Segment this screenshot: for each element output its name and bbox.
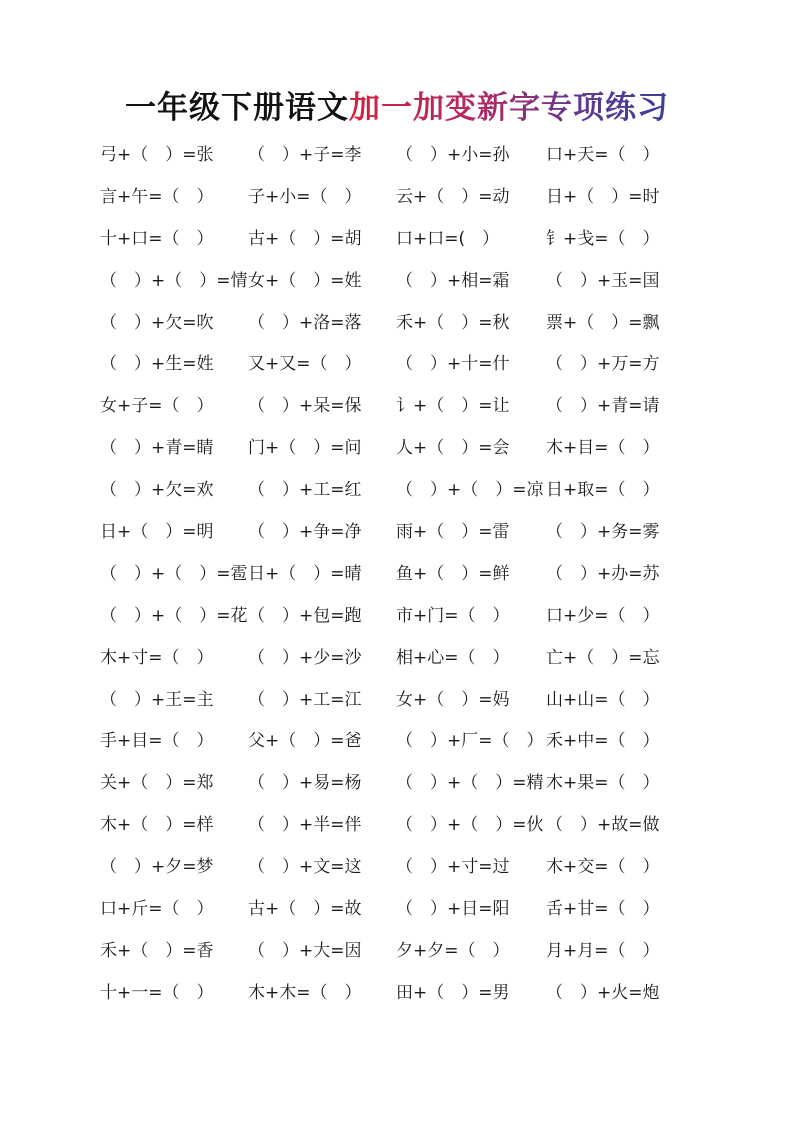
exercise-item: （ ）+玉=国 (546, 270, 660, 291)
exercise-item: 木+（ ）=样 (100, 815, 214, 836)
exercise-item: 木+交=（ ） (546, 857, 660, 878)
exercise-item: 女+（ ）=姓 (248, 270, 362, 291)
exercise-item: 子+小=（ ） (248, 186, 362, 207)
exercise-item: 夕+夕=（ ） (396, 940, 510, 961)
exercise-item: 口+口=( ） (396, 228, 500, 249)
exercise-item: 门+（ ）=问 (248, 438, 362, 459)
exercise-item: （ ）+小=孙 (396, 145, 510, 165)
exercise-item: （ ）+故=做 (546, 815, 660, 836)
exercise-item: （ ）+青=请 (546, 396, 660, 417)
exercise-item: （ ）+欠=欢 (100, 480, 214, 501)
exercise-item: （ ）+（ ）=雹 (100, 563, 248, 584)
exercise-item: 禾+（ ）=香 (100, 940, 214, 961)
exercise-item: 禾+中=（ ） (546, 731, 660, 752)
exercise-item: （ ）+欠=吹 (100, 312, 214, 333)
exercise-item: 又+又=（ ） (248, 354, 362, 375)
exercise-item: （ ）+万=方 (546, 354, 660, 375)
exercise-item: 十+口=（ ） (100, 228, 214, 249)
exercise-item: 禾+（ ）=秋 (396, 312, 510, 333)
exercise-item: （ ）+（ ）=情 (100, 270, 248, 291)
exercise-item: （ ）+（ ）=花 (100, 605, 248, 626)
exercise-item: 关+（ ）=郑 (100, 773, 214, 794)
exercise-item: （ ）+易=杨 (248, 773, 362, 794)
exercise-item: 女+（ ）=妈 (396, 689, 510, 710)
exercise-item: 十+一=（ ） (100, 982, 214, 1003)
exercise-item: 亡+（ ）=忘 (546, 647, 660, 668)
exercise-item: 言+午=（ ） (100, 186, 214, 207)
exercise-item: 日+（ ）=明 (100, 522, 214, 543)
exercise-item: 相+心=（ ） (396, 647, 510, 668)
exercise-item: （ ）+（ ）=凉 (396, 480, 544, 501)
exercise-item: （ ）+工=江 (248, 689, 362, 710)
title-part-2: 加一加变新字专项练习 (349, 90, 669, 126)
exercise-item: 口+天=（ ） (546, 145, 660, 165)
exercise-item: 木+果=（ ） (546, 773, 660, 794)
exercise-item: 钅+戋=（ ） (546, 228, 660, 249)
exercise-item: （ ）+呆=保 (248, 396, 362, 417)
exercise-item: 古+（ ）=故 (248, 899, 362, 920)
exercise-item: （ ）+洛=落 (248, 312, 362, 333)
exercise-item: （ ）+办=苏 (546, 563, 660, 584)
exercise-item: （ ）+（ ）=精 (396, 773, 544, 794)
exercise-item: （ ）+日=阳 (396, 899, 510, 920)
exercise-item: （ ）+文=这 (248, 857, 362, 878)
exercise-item: （ ）+寸=过 (396, 857, 510, 878)
exercise-item: 日+（ ）=晴 (248, 563, 362, 584)
exercise-item: 木+木=（ ） (248, 982, 362, 1003)
exercise-grid (100, 140, 700, 1020)
exercise-item: （ ）+青=睛 (100, 438, 214, 459)
exercise-item: （ ）+少=沙 (248, 647, 362, 668)
exercise-item: 田+（ ）=男 (396, 982, 510, 1003)
exercise-item: 女+子=（ ） (100, 396, 214, 417)
exercise-item: 鱼+（ ）=鲜 (396, 563, 510, 584)
exercise-item: （ ）+生=姓 (100, 354, 214, 375)
exercise-item: 人+（ ）=会 (396, 438, 510, 459)
exercise-item: 日+取=（ ） (546, 480, 660, 501)
title-part-1: 一年级下册语文 (125, 90, 349, 126)
exercise-item: （ ）+半=伴 (248, 815, 362, 836)
exercise-item: （ ）+相=霜 (396, 270, 510, 291)
exercise-item: （ ）+子=李 (248, 145, 362, 165)
exercise-item: （ ）+火=炮 (546, 982, 660, 1003)
exercise-item: 市+门=（ ） (396, 605, 510, 626)
exercise-item: 手+目=（ ） (100, 731, 214, 752)
exercise-item: （ ）+务=雾 (546, 522, 660, 543)
exercise-item: （ ）+工=红 (248, 480, 362, 501)
exercise-item: 月+月=（ ） (546, 940, 660, 961)
exercise-item: 口+少=（ ） (546, 605, 660, 626)
exercise-item: 票+（ ）=飘 (546, 312, 660, 333)
exercise-item: （ ）+包=跑 (248, 605, 362, 626)
exercise-item: （ ）+厂=（ ） (396, 731, 544, 752)
exercise-item: （ ）+王=主 (100, 689, 214, 710)
exercise-item: （ ）+十=什 (396, 354, 510, 375)
exercise-item: 日+（ ）=时 (546, 186, 660, 207)
exercise-item: 云+（ ）=动 (396, 186, 510, 207)
exercise-item: 讠+（ ）=让 (396, 396, 510, 417)
exercise-item: （ ）+大=因 (248, 940, 362, 961)
exercise-item: （ ）+（ ）=伙 (396, 815, 544, 836)
exercise-item: （ ）+夕=梦 (100, 857, 214, 878)
exercise-item: 弓+（ ）=张 (100, 145, 214, 165)
exercise-item: 舌+甘=（ ） (546, 899, 660, 920)
page-title (0, 82, 794, 127)
exercise-item: 口+斤=（ ） (100, 899, 214, 920)
exercise-item: 山+山=（ ） (546, 689, 660, 710)
exercise-item: 木+寸=（ ） (100, 647, 214, 668)
exercise-item: 雨+（ ）=雷 (396, 522, 510, 543)
exercise-item: （ ）+争=净 (248, 522, 362, 543)
exercise-item: 古+（ ）=胡 (248, 228, 362, 249)
exercise-item: 父+（ ）=爸 (248, 731, 362, 752)
exercise-item: 木+目=（ ） (546, 438, 660, 459)
